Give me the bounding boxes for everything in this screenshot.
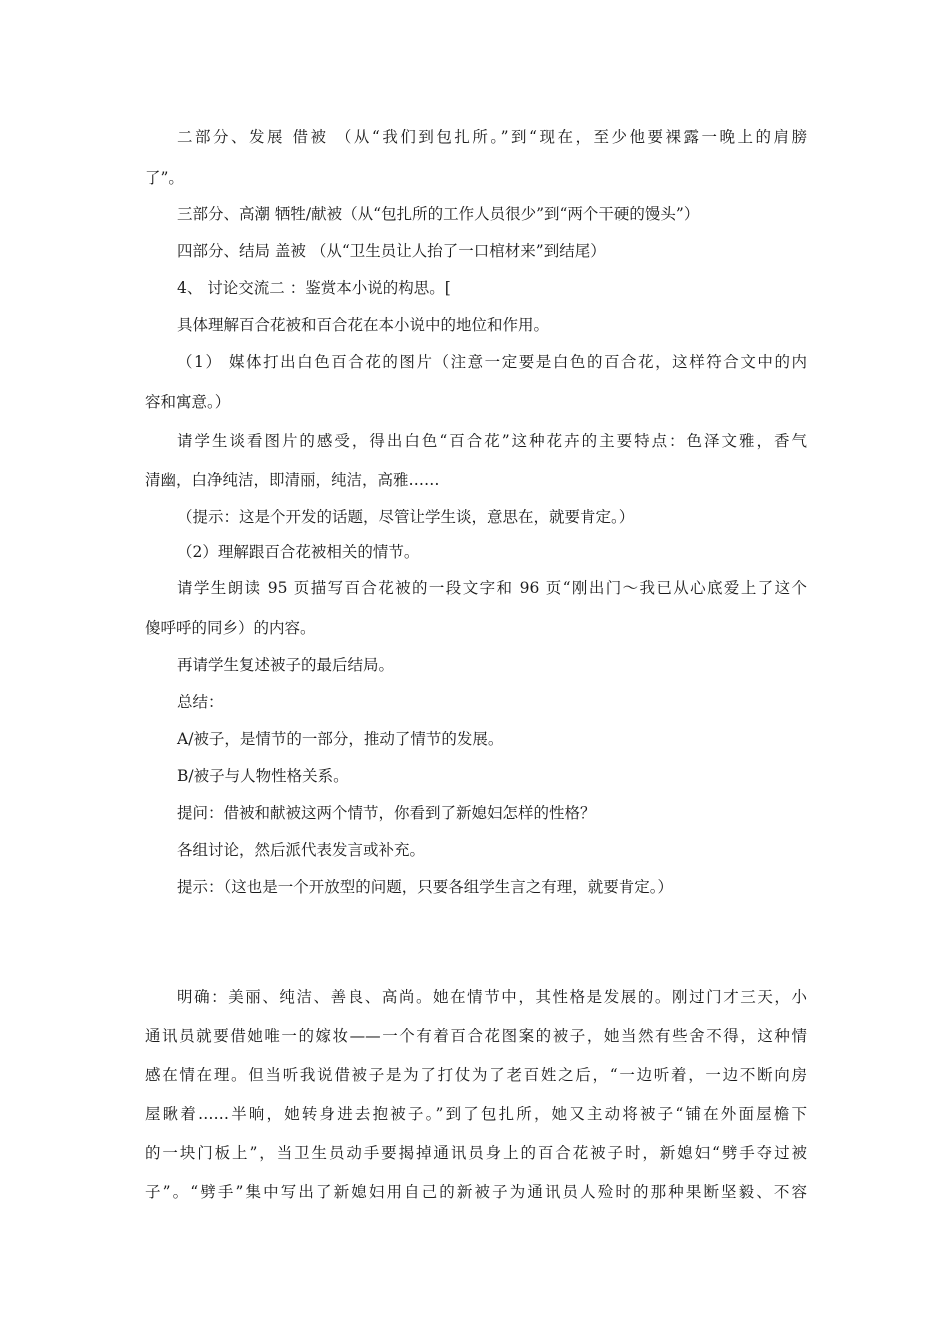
text-line: 具体理解百合花被和百合花在本小说中的地位和作用。 [177, 316, 550, 334]
text-line: （提示：这是个开发的话题，尽管让学生谈，意思在，就要肯定。） [177, 508, 635, 526]
text-line: 4、 讨论交流二 ：鉴赏本小说的构思。[ [177, 279, 451, 297]
text-line: 清幽，白净纯洁，即清丽，纯洁，高雅…… [145, 471, 440, 489]
text-line: 感在情在理。但当听我说借被子是为了打仗为了老百姓之后，“一边听着，一边不断向房 [145, 1066, 807, 1084]
text-line: A/被子，是情节的一部分，推动了情节的发展。 [177, 730, 504, 748]
text-line: 明确：美丽、纯洁、善良、高尚。她在情节中，其性格是发展的。刚过门才三天，小 [177, 988, 807, 1006]
text-line: 四部分、结局 盖被 （从“卫生员让人抬了一口棺材来”到结尾） [177, 242, 606, 260]
text-line: （1） 媒体打出白色百合花的图片（注意一定要是白色的百合花，这样符合文中的内 [177, 353, 807, 371]
text-line: 的一块门板上”，当卫生员动手要揭掉通讯员身上的百合花被子时，新媳妇“劈手夺过被 [145, 1144, 807, 1162]
text-line: 总结： [177, 693, 224, 711]
text-line: 请学生谈看图片的感受，得出白色“百合花”这种花卉的主要特点：色泽文雅，香气 [177, 432, 807, 450]
text-line: 了”。 [145, 169, 184, 187]
text-line: 二部分、发展 借被 （从“我们到包扎所。”到“现在，至少他要裸露一晚上的肩膀 [177, 128, 807, 146]
text-line: 提示：（这也是一个开放型的问题，只要各组学生言之有理，就要肯定。） [177, 878, 674, 896]
text-line: 三部分、高潮 牺牲/献被（从“包扎所的工作人员很少”到“两个干硬的馒头”） [177, 205, 700, 223]
text-line: 容和寓意。） [145, 393, 231, 411]
text-line: 提问：借被和献被这两个情节，你看到了新媳妇怎样的性格？ [177, 804, 596, 822]
text-line: （2）理解跟百合花被相关的情节。 [177, 543, 420, 561]
text-line: 请学生朗读 95 页描写百合花被的一段文字和 96 页“刚出门～我已从心底爱上了这个 [177, 579, 807, 597]
text-line: 屋瞅着……半晌，她转身进去抱被子。”到了包扎所，她又主动将被子“铺在外面屋檐下 [145, 1105, 807, 1123]
text-line: B/被子与人物性格关系。 [177, 767, 349, 785]
text-line: 再请学生复述被子的最后结局。 [177, 656, 395, 674]
text-line: 各组讨论，然后派代表发言或补充。 [177, 841, 426, 859]
text-line: 傻呼呼的同乡）的内容。 [145, 619, 316, 637]
text-line: 通讯员就要借她唯一的嫁妆——一个有着百合花图案的被子，她当然有些舍不得，这种情 [145, 1027, 807, 1045]
text-line: 子”。“劈手”集中写出了新媳妇用自己的新被子为通讯员人殓时的那种果断坚毅、不容 [145, 1183, 807, 1201]
